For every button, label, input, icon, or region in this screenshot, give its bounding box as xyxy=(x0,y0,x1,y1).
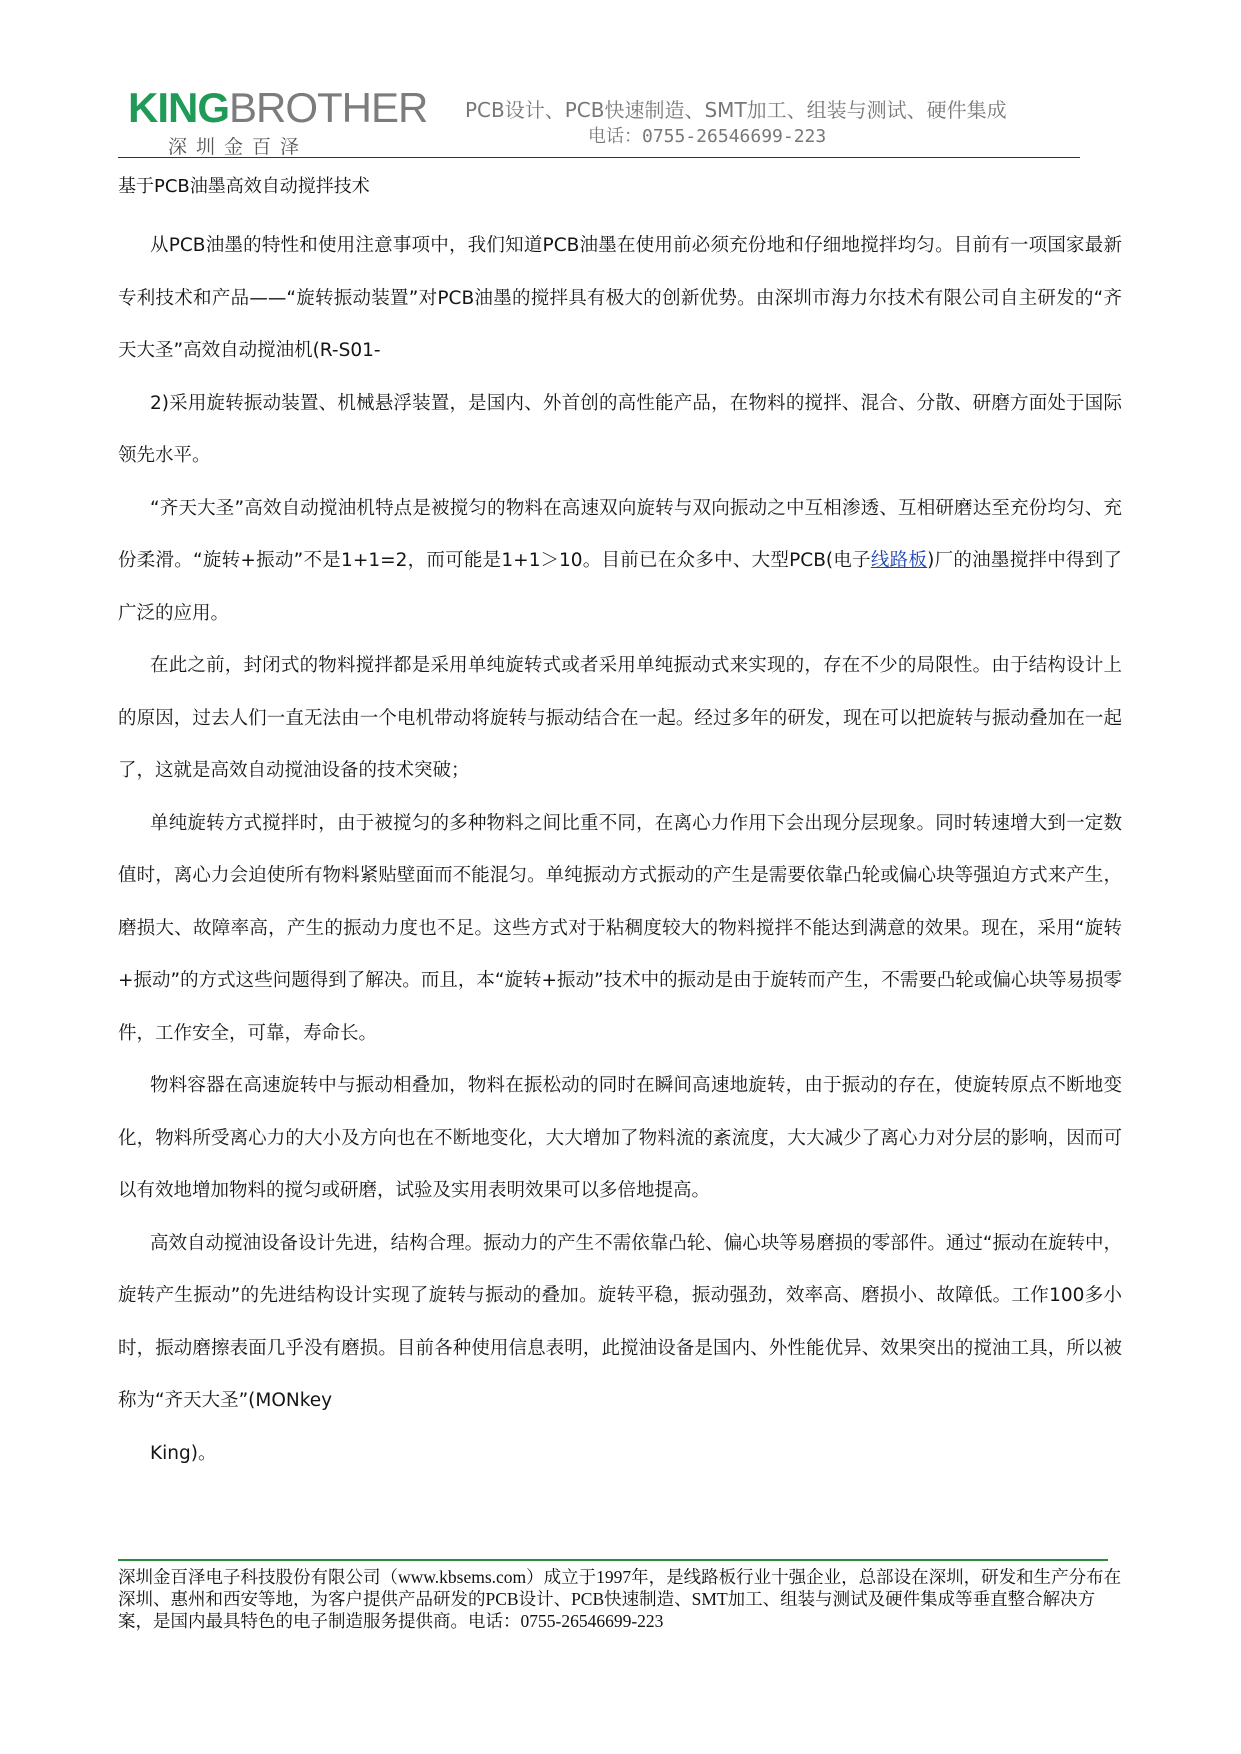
header-divider xyxy=(118,157,1080,158)
paragraph-3 xyxy=(118,483,1122,641)
paragraph-1: 从PCB油墨的特性和使用注意事项中，我们知道PCB油墨在使用前必须充份地和仔细地搅拌均匀。目前有一项国家最新专利技术和产品——“旋转振动装置”对PCB油墨的搅拌具有极大的创新优势。由深圳市海力尔技术有限公司自主研发的“齐天大圣”高效自动搅油机(R-S01- xyxy=(118,235,1122,361)
pcb-link[interactable]: 线路板 xyxy=(870,550,928,571)
paragraph-3-text-b: )厂的油墨搅拌中得到了广泛的应用。 xyxy=(118,550,1122,624)
logo-king-text: KING xyxy=(128,84,229,131)
paragraph-7: 高效自动搅油设备设计先进，结构合理。振动力的产生不需依靠凸轮、偏心块等易磨损的零部件。通过“振动在旋转中，旋转产生振动”的先进结构设计实现了旋转与振动的叠加。旋转平稳，振动强劲，效率高、磨损小、故障低。工作100多小时，振动磨擦表面几乎没有磨损。目前各种使用信息表明，此搅油设备是国内、外性能优异、效果突出的搅油工具，所以被称为“齐天大圣”(MONkey xyxy=(118,1232,1122,1411)
document-title: 基于PCB油墨高效自动搅拌技术 xyxy=(118,176,370,197)
paragraph-8: King)。 xyxy=(150,1442,217,1464)
logo-wordmark xyxy=(128,84,427,132)
paragraph-6: 物料容器在高速旋转中与振动相叠加，物料在振松动的同时在瞬间高速地旋转，由于振动的存在，使旋转原点不断地变化，物料所受离心力的大小及方向也在不断地变化，大大增加了物料流的紊流度，大大减少了离心力对分层的影响，因而可以有效地增加物料的搅匀或研磨，试验及实用表明效果可以多倍地提高。 xyxy=(118,1075,1122,1201)
paragraph-4: 在此之前，封闭式的物料搅拌都是采用单纯旋转式或者采用单纯振动式来实现的，存在不少的局限性。由于结构设计上的原因，过去人们一直无法由一个电机带动将旋转与振动结合在一起。经过多年的研发，现在可以把旋转与振动叠加在一起了，这就是高效自动搅油设备的技术突破； xyxy=(118,655,1122,781)
logo-chinese-name: 深圳金百泽 xyxy=(168,136,309,158)
footer-divider xyxy=(118,1559,1108,1561)
header-tagline: PCB设计、PCB快速制造、SMT加工、组装与测试、硬件集成 xyxy=(465,98,1007,122)
footer-company-info: 深圳金百泽电子科技股份有限公司（www.kbsems.com）成立于1997年，是线路板行业十强企业，总部设在深圳，研发和生产分布在深圳、惠州和西安等地，为客户提供产品研发的PCB设计、PCB快速制造、SMT加工、组装与测试及硬件集成等垂直整合解决方案，是国内最具特色的电子制造服务提供商。电话：0755-26546699-223 xyxy=(118,1567,1122,1631)
header-phone: 电话：0755-26546699-223 xyxy=(588,126,827,147)
paragraph-2: 2)采用旋转振动装置、机械悬浮装置，是国内、外首创的高性能产品，在物料的搅拌、混合、分散、研磨方面处于国际领先水平。 xyxy=(118,392,1122,466)
paragraph-3-text-a: “齐天大圣”高效自动搅油机特点是被搅匀的物料在高速双向旋转与双向振动之中互相渗透、互相研磨达至充份均匀、充份柔滑。“旋转+振动”不是1+1=2，而可能是1+1＞10。目前已在众多中、大型PCB(电子 xyxy=(118,497,1122,571)
paragraph-5: 单纯旋转方式搅拌时，由于被搅匀的多种物料之间比重不同，在离心力作用下会出现分层现象。同时转速增大到一定数值时，离心力会迫使所有物料紧贴壁面而不能混匀。单纯振动方式振动的产生是需要依靠凸轮或偏心块等强迫方式来产生，磨损大、故障率高，产生的振动力度也不足。这些方式对于粘稠度较大的物料搅拌不能达到满意的效果。现在，采用“旋转+振动”的方式这些问题得到了解决。而且，本“旋转+振动”技术中的振动是由于旋转而产生，不需要凸轮或偏心块等易损零件，工作安全，可靠，寿命长。 xyxy=(118,812,1122,1044)
company-logo xyxy=(128,84,428,158)
document-body xyxy=(118,220,1122,1480)
logo-brother-text: BROTHER xyxy=(229,84,428,131)
